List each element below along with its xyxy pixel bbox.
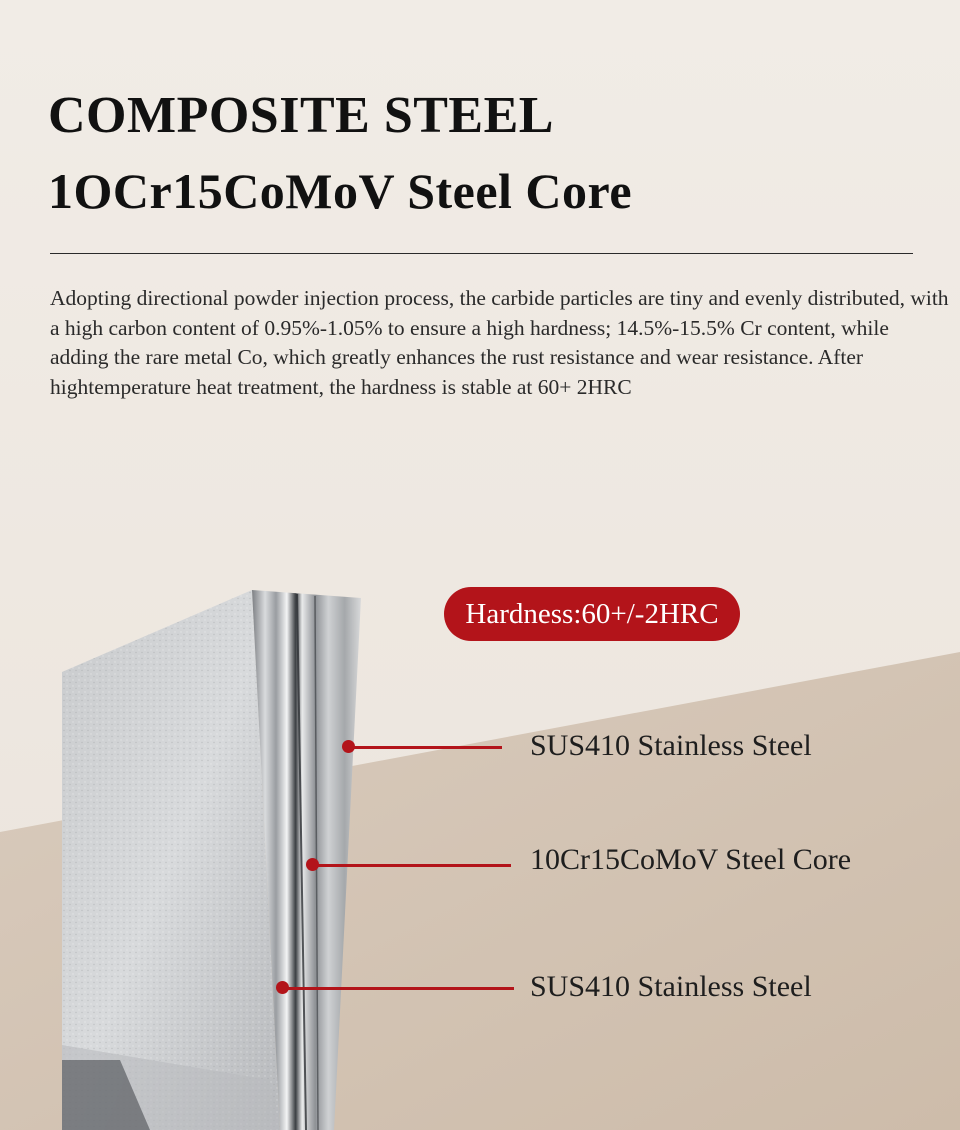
callout-line [354,746,502,749]
hardness-badge-label: Hardness:60+/-2HRC [465,597,719,630]
callout-outer-layer-bottom [276,980,514,996]
layer-label-core: 10Cr15CoMoV Steel Core [530,843,852,876]
callout-line [288,987,514,990]
page-title: COMPOSITE STEEL [48,87,554,144]
page-subtitle: 1OCr15CoMoV Steel Core [48,163,633,219]
layer-label-outer-bottom: SUS410 Stainless Steel [530,970,812,1003]
callout-line [318,864,511,867]
title-divider [50,253,913,254]
description-text: Adopting directional powder injection process, the carbide particles are tiny and evenly distributed, with a high carbon content of 0.95%-1.05% to ensure a high hardness; 14.5%-15.5% Cr content, while adding the rare metal Co, which greatly enhances the rust resistance and wear resistance. After hightemperature heat treatment, the hardness is stable at 60+ 2HRC [50,286,949,399]
hardness-badge [444,587,740,641]
layer-label-outer-top: SUS410 Stainless Steel [530,729,812,762]
callout-core-layer [306,857,511,873]
callout-outer-layer-top [342,739,502,755]
